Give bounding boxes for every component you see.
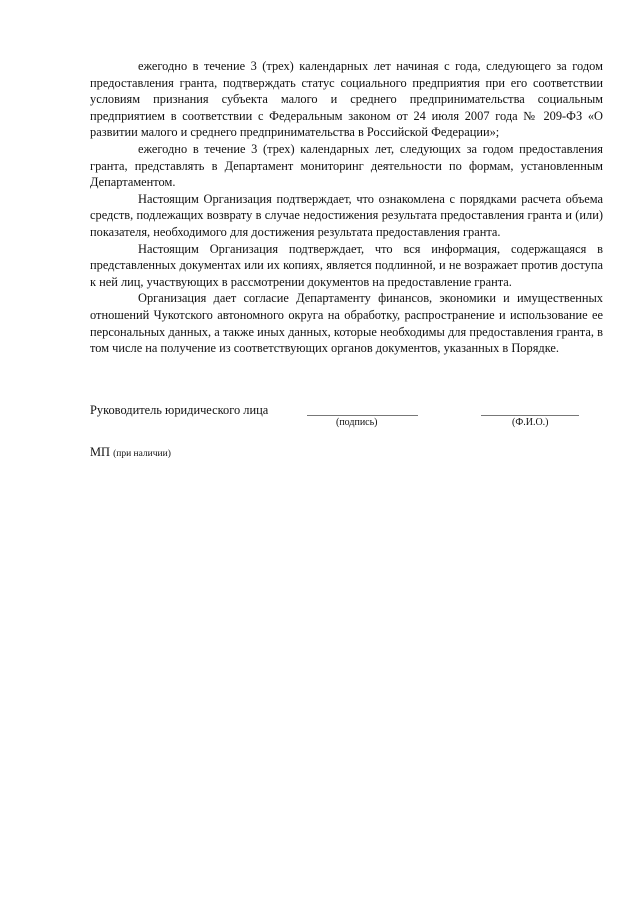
paragraph-social-status: ежегодно в течение 3 (трех) календарных лет начиная с года, следующего за годом предоставления гранта, подтверждать статус социального предприятия при его соответствии условиям признания субъекта малого и среднего предпринимательства социальным предприятием в соответствии с Федеральным законом от 24 июля 2007 года № 209-ФЗ «О развитии малого и среднего предпринимательства в Российской Федерации»;	[90, 59, 603, 140]
name-caption: (Ф.И.О.)	[512, 417, 549, 428]
document-body	[90, 58, 603, 357]
name-line	[481, 415, 579, 416]
signature-line	[307, 415, 418, 416]
paragraph-monitoring: ежегодно в течение 3 (трех) календарных лет, следующих за годом предоставления гранта, представлять в Департамент мониторинг деятельности по формам, установленным Департаментом.	[90, 141, 603, 190]
signatory-label: Руководитель юридического лица	[90, 403, 269, 417]
paragraph-authenticity: Настоящим Организация подтверждает, что вся информация, содержащаяся в представленных документах или их копиях, является подлинной, и не возражает против доступа к ней лиц, участвующих в рассмотрении документов на предоставление гранта.	[90, 241, 603, 289]
paragraph-refund-acknowledgement: Настоящим Организация подтверждает, что ознакомлена с порядками расчета объема средств, подлежащих возврату в случае недостижения результата предоставления гранта и (или) показателя, необходимого для достижения результата предоставления гранта.	[90, 191, 603, 239]
stamp-label: МП	[90, 445, 110, 459]
stamp-placeholder	[90, 444, 171, 462]
paragraph-data-consent: Организация дает согласие Департаменту финансов, экономики и имущественных отношений Чукотского автономного округа на обработку, распространение и использование ее персональных данных, а также иных данных, которые необходимы для предоставления гранта, в том числе на получение из соответствующих органов документов, указанных в Порядке.	[90, 291, 603, 356]
stamp-note: (при наличии)	[113, 449, 171, 459]
signature-caption: (подпись)	[336, 417, 378, 428]
